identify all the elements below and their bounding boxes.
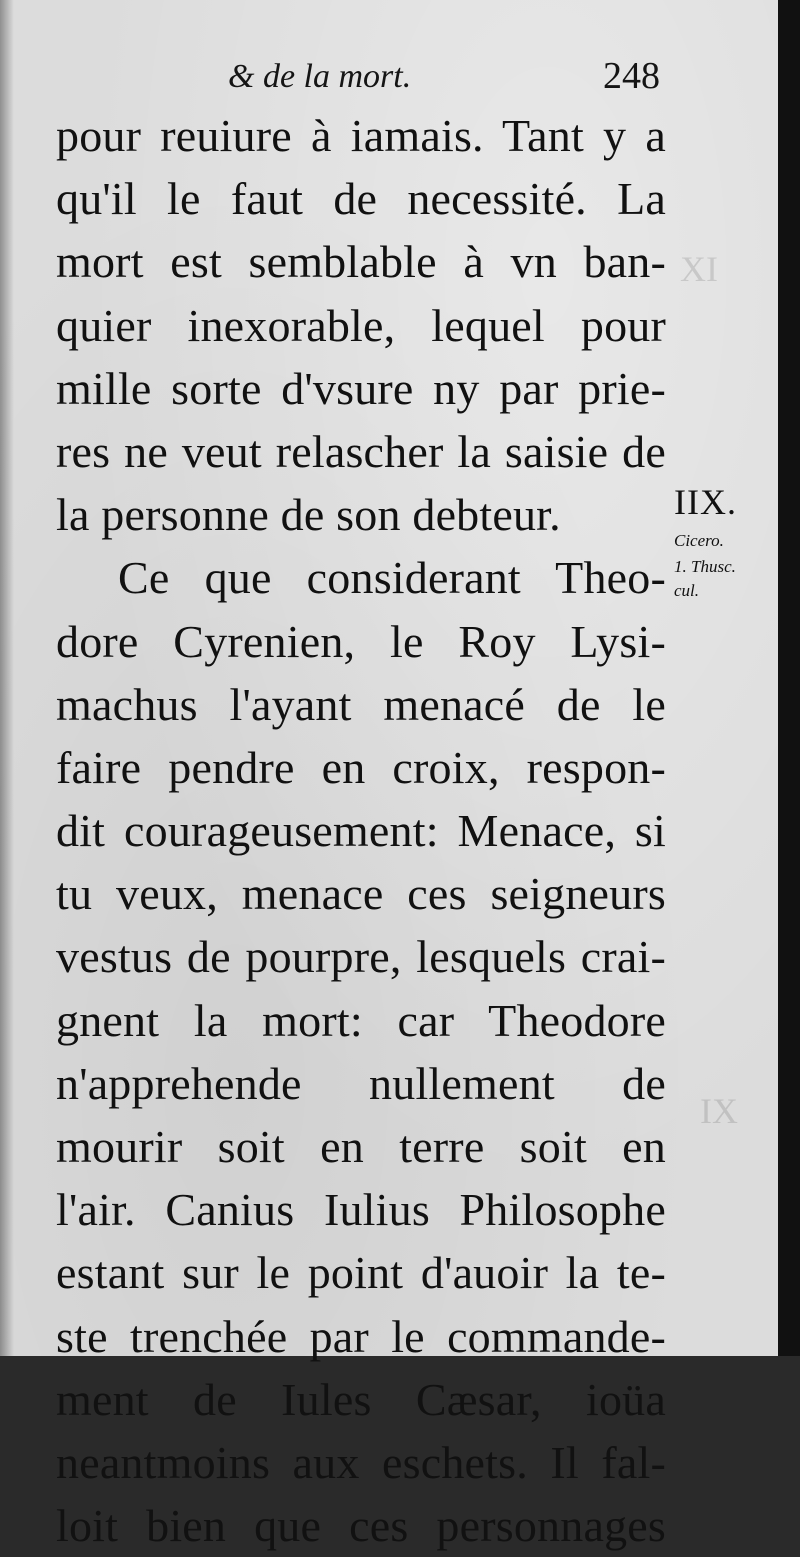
text-line: pour reuiure à iamais. Tant y a bbox=[56, 110, 666, 161]
text-line: mille sorte d'vsure ny par prie- bbox=[56, 362, 666, 414]
margin-reference-work: 1. Thusc. bbox=[674, 557, 736, 576]
text-line: dit courageusement: Menace, si bbox=[56, 805, 666, 857]
text-line: l'air. Canius Iulius Philosophe bbox=[56, 1184, 666, 1236]
text-line: la personne de son debteur. bbox=[56, 489, 561, 541]
margin-reference-work-continued: cul. bbox=[674, 581, 700, 600]
paragraph-start-line: Ce que considerant Theo- bbox=[118, 552, 666, 604]
running-head-title: & de la mort. bbox=[228, 58, 412, 95]
text-line: quier inexorable, lequel pour bbox=[56, 299, 666, 351]
text-line: gnent la mort: car Theodore bbox=[56, 994, 666, 1046]
show-through-mark: IX bbox=[700, 1091, 738, 1131]
text-line: dore Cyrenien, le Roy Lysi- bbox=[56, 615, 666, 667]
scan-border bbox=[778, 0, 800, 1356]
text-line: vestus de pourpre, lesquels crai- bbox=[56, 931, 666, 983]
page-number: 248 bbox=[603, 55, 660, 97]
text-line: faire pendre en croix, respon- bbox=[56, 741, 666, 793]
text-line: ste trenchée par le commande- bbox=[56, 1310, 666, 1362]
show-through-mark: XI bbox=[680, 249, 718, 289]
page-gutter-shadow bbox=[0, 0, 14, 1356]
text-line: mourir soit en terre soit en bbox=[56, 1121, 666, 1172]
text-line: qu'il le faut de necessité. La bbox=[56, 173, 666, 225]
text-line: res ne veut relascher la saisie de bbox=[56, 425, 666, 477]
text-line: n'apprehende nullement de bbox=[56, 1057, 666, 1109]
body-text bbox=[56, 104, 666, 1557]
text-line: ment de Iules Cæsar, ioüa bbox=[56, 1373, 666, 1425]
text-line: loit bien que ces personnages bbox=[56, 1500, 666, 1552]
text-line: machus l'ayant menacé de le bbox=[56, 678, 666, 730]
text-line: tu veux, menace ces seigneurs bbox=[56, 868, 666, 920]
text-line: estant sur le point d'auoir la te- bbox=[56, 1247, 666, 1299]
text-line: neantmoins aux eschets. Il fal- bbox=[56, 1436, 666, 1488]
margin-section-number: IIX. bbox=[674, 482, 737, 522]
margin-notes bbox=[674, 482, 784, 602]
margin-reference-author: Cicero. bbox=[674, 531, 724, 550]
running-head bbox=[60, 52, 660, 102]
text-line: mort est semblable à vn ban- bbox=[56, 236, 666, 288]
